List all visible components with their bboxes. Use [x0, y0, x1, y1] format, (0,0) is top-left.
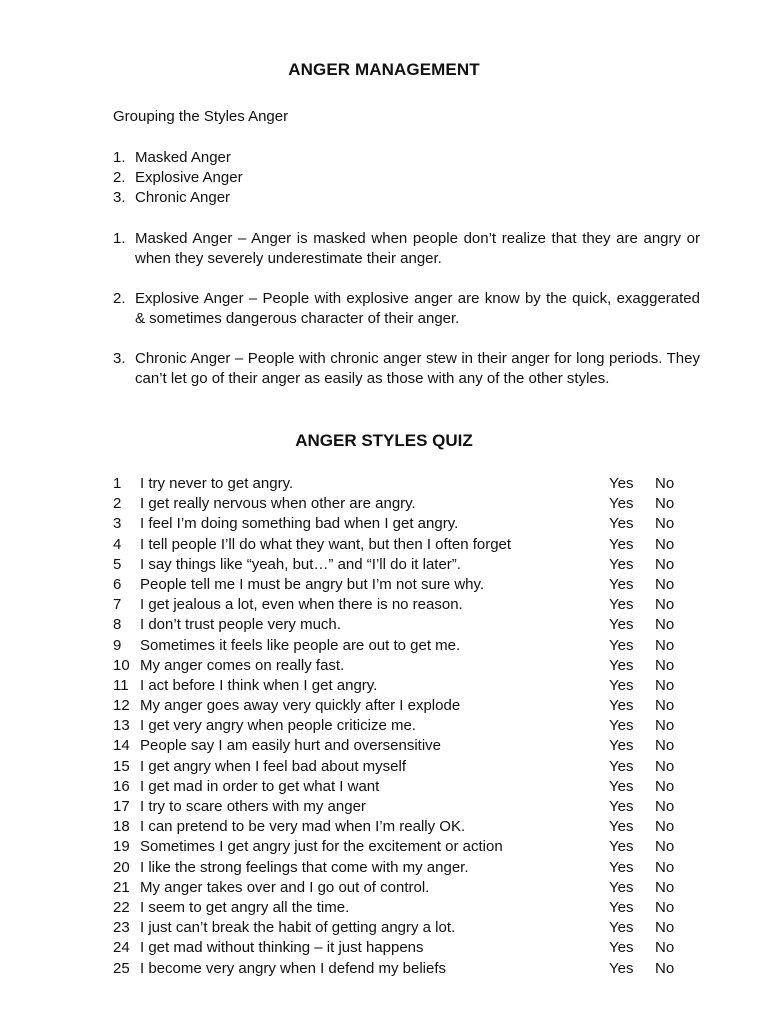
yes-option[interactable]: Yes [609, 939, 634, 957]
quiz-row [113, 514, 678, 534]
quiz-statement: My anger comes on really fast. [140, 656, 345, 674]
no-option[interactable]: No [655, 777, 675, 795]
no-option[interactable]: No [655, 697, 675, 715]
quiz-number: 6 [113, 575, 122, 593]
quiz-statement: I get really nervous when other are angry. [140, 495, 416, 513]
yes-option[interactable]: Yes [609, 495, 634, 513]
yes-option[interactable]: Yes [609, 596, 634, 614]
yes-option[interactable]: Yes [609, 878, 634, 896]
no-option[interactable]: No [655, 818, 675, 836]
style-label: Masked Anger [135, 149, 231, 166]
quiz-number: 10 [113, 656, 130, 674]
styles-list [113, 148, 700, 208]
no-option[interactable]: No [655, 737, 675, 755]
quiz-row [113, 494, 678, 514]
quiz-number: 2 [113, 495, 122, 513]
no-option[interactable]: No [655, 475, 675, 492]
yes-option[interactable]: Yes [609, 535, 634, 553]
quiz-number: 13 [113, 717, 130, 735]
no-option[interactable]: No [655, 636, 675, 654]
yes-option[interactable]: Yes [609, 959, 634, 977]
quiz-row [113, 696, 678, 716]
quiz-table [113, 474, 678, 979]
intro-text: Grouping the Styles Anger [113, 108, 289, 125]
quiz-row [113, 918, 678, 938]
no-option[interactable]: No [655, 616, 675, 634]
quiz-row [113, 858, 678, 878]
yes-option[interactable]: Yes [609, 757, 634, 775]
quiz-statement: I try to scare others with my anger [140, 798, 366, 815]
quiz-row [113, 898, 678, 918]
quiz-number: 3 [113, 515, 122, 533]
yes-option[interactable]: Yes [609, 818, 634, 836]
list-item [113, 148, 700, 168]
quiz-statement: I can pretend to be very mad when I’m really OK. [140, 818, 466, 836]
quiz-number: 4 [113, 535, 122, 553]
yes-option[interactable]: Yes [609, 475, 634, 492]
list-number: 2. [113, 169, 126, 186]
yes-option[interactable]: Yes [609, 838, 634, 856]
no-option[interactable]: No [655, 878, 675, 896]
yes-option[interactable]: Yes [609, 575, 634, 593]
yes-option[interactable]: Yes [609, 898, 634, 916]
quiz-number: 16 [113, 777, 130, 795]
no-option[interactable]: No [655, 919, 675, 937]
no-option[interactable]: No [655, 515, 675, 533]
list-number: 2. [113, 290, 126, 307]
quiz-number: 18 [113, 818, 130, 836]
quiz-number: 9 [113, 636, 122, 654]
quiz-number: 14 [113, 737, 130, 755]
no-option[interactable]: No [655, 939, 675, 957]
yes-option[interactable]: Yes [609, 656, 634, 674]
quiz-number: 1 [113, 475, 122, 492]
quiz-statement: I get mad without thinking – it just happens [140, 939, 424, 957]
yes-option[interactable]: Yes [609, 717, 634, 735]
quiz-statement: I get mad in order to get what I want [140, 777, 380, 795]
list-number: 3. [113, 189, 126, 206]
quiz-row [113, 878, 678, 898]
description-text: Explosive Anger – People with explosive anger are know by the quick, exaggerated & sometimes dangerous character of their anger. [135, 290, 700, 327]
yes-option[interactable]: Yes [609, 616, 634, 634]
quiz-row [113, 938, 678, 958]
quiz-statement: I don’t trust people very much. [140, 616, 341, 634]
quiz-row [113, 736, 678, 756]
list-number: 1. [113, 149, 126, 166]
quiz-row [113, 797, 678, 817]
quiz-statement: I just can’t break the habit of getting angry a lot. [140, 919, 456, 937]
yes-option[interactable]: Yes [609, 555, 634, 573]
list-number: 3. [113, 350, 126, 367]
yes-option[interactable]: Yes [609, 697, 634, 715]
yes-option[interactable]: Yes [609, 737, 634, 755]
description-item [113, 229, 700, 269]
quiz-row [113, 676, 678, 696]
quiz-number: 20 [113, 858, 130, 876]
quiz-row [113, 636, 678, 656]
quiz-row [113, 575, 678, 595]
quiz-statement: Sometimes I get angry just for the excitement or action [140, 838, 503, 856]
quiz-row [113, 777, 678, 797]
quiz-number: 12 [113, 697, 130, 715]
quiz-statement: I tell people I’ll do what they want, but then I often forget [140, 535, 512, 553]
quiz-number: 22 [113, 898, 130, 916]
list-number: 1. [113, 230, 126, 247]
quiz-number: 7 [113, 596, 122, 614]
quiz-title: ANGER STYLES QUIZ [295, 431, 473, 450]
quiz-number: 21 [113, 878, 130, 896]
yes-option[interactable]: Yes [609, 777, 634, 795]
no-option[interactable]: No [655, 656, 675, 674]
description-item [113, 349, 700, 389]
quiz-statement: I get angry when I feel bad about myself [140, 757, 406, 775]
quiz-number: 17 [113, 798, 130, 815]
quiz-statement: People tell me I must be angry but I’m not sure why. [140, 575, 485, 593]
quiz-statement: I say things like “yeah, but…” and “I’ll do it later”. [140, 555, 461, 573]
quiz-row [113, 615, 678, 635]
description-text: Chronic Anger – People with chronic anger stew in their anger for long periods. They can’t let go of their anger as easily as those with any of the other styles. [135, 350, 700, 387]
quiz-statement: I act before I think when I get angry. [140, 676, 378, 694]
no-option[interactable]: No [655, 798, 675, 815]
yes-option[interactable]: Yes [609, 636, 634, 654]
quiz-number: 5 [113, 555, 122, 573]
quiz-row [113, 555, 678, 575]
no-option[interactable]: No [655, 757, 675, 775]
style-label: Chronic Anger [135, 189, 231, 206]
quiz-statement: I become very angry when I defend my beliefs [140, 959, 446, 977]
no-option[interactable]: No [655, 898, 675, 916]
yes-option[interactable]: Yes [609, 515, 634, 533]
quiz-statement: People say I am easily hurt and oversensitive [140, 737, 441, 755]
list-item [113, 188, 700, 208]
quiz-statement: I get jealous a lot, even when there is no reason. [140, 596, 463, 614]
style-label: Explosive Anger [135, 169, 243, 186]
yes-option[interactable]: Yes [609, 858, 634, 876]
list-item [113, 168, 700, 188]
quiz-row [113, 837, 678, 857]
quiz-number: 24 [113, 939, 130, 957]
no-option[interactable]: No [655, 495, 675, 513]
quiz-statement: My anger takes over and I go out of control. [140, 878, 430, 896]
yes-option[interactable]: Yes [609, 919, 634, 937]
quiz-row [113, 656, 678, 676]
quiz-number: 25 [113, 959, 130, 977]
yes-option[interactable]: Yes [609, 676, 634, 694]
no-option[interactable]: No [655, 596, 675, 614]
quiz-number: 8 [113, 616, 122, 634]
quiz-number: 19 [113, 838, 130, 856]
no-option[interactable]: No [655, 858, 675, 876]
quiz-number: 11 [113, 676, 129, 694]
no-option[interactable]: No [655, 676, 675, 694]
quiz-statement: I like the strong feelings that come with my anger. [140, 858, 469, 876]
no-option[interactable]: No [655, 555, 675, 573]
quiz-row [113, 595, 678, 615]
no-option[interactable]: No [655, 535, 675, 553]
quiz-row [113, 817, 678, 837]
quiz-number: 23 [113, 919, 130, 937]
quiz-statement: I feel I’m doing something bad when I get angry. [140, 515, 459, 533]
quiz-row [113, 474, 678, 494]
yes-option[interactable]: Yes [609, 798, 634, 815]
quiz-number: 15 [113, 757, 130, 775]
no-option[interactable]: No [655, 838, 675, 856]
quiz-row [113, 535, 678, 555]
no-option[interactable]: No [655, 959, 675, 977]
quiz-statement: Sometimes it feels like people are out to get me. [140, 636, 461, 654]
quiz-statement: I get very angry when people criticize me. [140, 717, 416, 735]
no-option[interactable]: No [655, 575, 675, 593]
page-title: ANGER MANAGEMENT [288, 60, 480, 79]
quiz-row [113, 757, 678, 777]
quiz-row [113, 959, 678, 979]
quiz-row [113, 716, 678, 736]
description-item [113, 289, 700, 329]
quiz-statement: I try never to get angry. [140, 475, 294, 492]
no-option[interactable]: No [655, 717, 675, 735]
quiz-statement: I seem to get angry all the time. [140, 898, 350, 916]
descriptions-list [113, 229, 700, 409]
quiz-statement: My anger goes away very quickly after I explode [140, 697, 461, 715]
description-text: Masked Anger – Anger is masked when people don’t realize that they are angry or when they severely underestimate their anger. [135, 230, 700, 267]
